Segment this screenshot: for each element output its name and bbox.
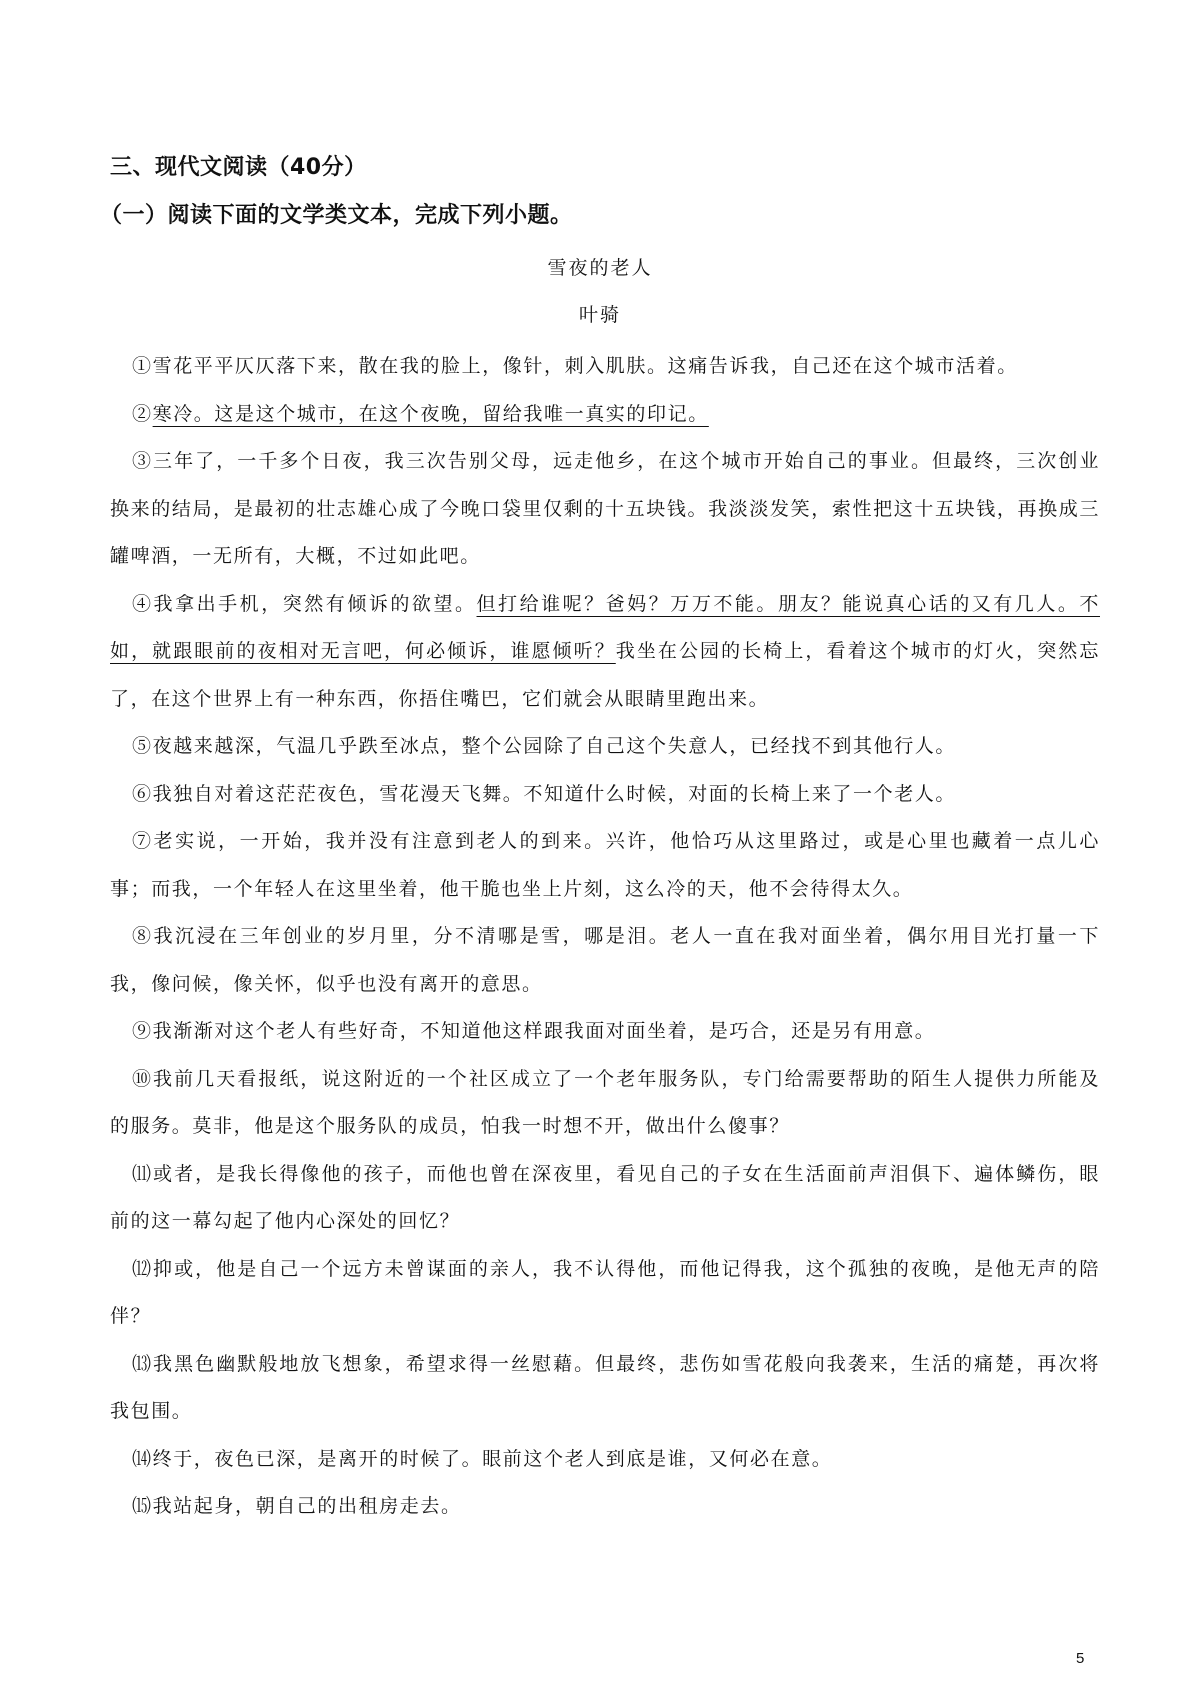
paragraph-4: [110, 581, 1100, 724]
paragraph-7: ⑦老实说，一开始，我并没有注意到老人的到来。兴许，他恰巧从这里路过，或是心里也藏着一点儿心事；而我，一个年轻人在这里坐着，他干脆也坐上片刻，这么冷的天，他不会待得太久。: [110, 830, 1100, 900]
paragraph-2-underlined-text: 寒冷。这是这个城市，在这个夜晚，留给我唯一真实的印记。: [152, 402, 709, 425]
page-number: 5: [1076, 1650, 1085, 1667]
paragraph-4-rest: 我坐在公园的长椅上，看着这个城市的灯火，突然忘了，在这个世界上有一种东西，你捂住嘴巴，它们就会从眼睛里跑出来。: [110, 640, 1100, 710]
paragraph-3: ③三年了，一千多个日夜，我三次告别父母，远走他乡，在这个城市开始自己的事业。但最终，三次创业换来的结局，是最初的壮志雄心成了今晚口袋里仅剩的十五块钱。我淡淡发笑，索性把这十五块钱，再换成三罐啤酒，一无所有，大概，不过如此吧。: [110, 450, 1100, 567]
article-title: 雪夜的老人: [547, 257, 653, 279]
paragraph-2: [110, 391, 1100, 439]
paragraph-13: ⒀我黑色幽默般地放飞想象，希望求得一丝慰藉。但最终，悲伤如雪花般向我袭来，生活的痛楚，再次将我包围。: [110, 1352, 1100, 1422]
paragraph-9: ⑨我渐渐对这个老人有些好奇，不知道他这样跟我面对面坐着，是巧合，还是另有用意。: [132, 1020, 936, 1042]
paragraph-10: ⑩我前几天看报纸，说这附近的一个社区成立了一个老年服务队，专门给需要帮助的陌生人提供力所能及的服务。莫非，他是这个服务队的成员，怕我一时想不开，做出什么傻事？: [110, 1067, 1100, 1137]
paragraph-6: ⑥我独自对着这茫茫夜色，雪花漫天飞舞。不知道什么时候，对面的长椅上来了一个老人。: [132, 782, 957, 805]
article-body: [110, 343, 1100, 1531]
section-title: 三、现代文阅读（40分）: [110, 155, 367, 180]
paragraph-1: ①雪花平平仄仄落下来，散在我的脸上，像针，刺入肌肤。这痛告诉我，自己还在这个城市活着。: [132, 355, 1018, 377]
paragraph-2-number: ②: [132, 402, 153, 425]
paragraph-14: ⒁终于，夜色已深，是离开的时候了。眼前这个老人到底是谁，又何必在意。: [132, 1447, 833, 1470]
paragraph-5: ⑤夜越来越深，气温几乎跌至冰点，整个公园除了自己这个失意人，已经找不到其他行人。: [132, 735, 957, 757]
paragraph-11: ⑾或者，是我长得像他的孩子，而他也曾在深夜里，看见自己的子女在生活面前声泪俱下、遍体鳞伤，眼前的这一幕勾起了他内心深处的回忆？: [110, 1162, 1100, 1232]
paragraph-8: ⑧我沉浸在三年创业的岁月里，分不清哪是雪，哪是泪。老人一直在我对面坐着，偶尔用目光打量一下我，像问候，像关怀，似乎也没有离开的意思。: [110, 925, 1100, 995]
section-subtitle: （一）阅读下面的文学类文本，完成下列小题。: [100, 203, 573, 228]
article-author: 叶骑: [578, 304, 621, 326]
paragraph-12: ⑿抑或，他是自己一个远方未曾谋面的亲人，我不认得他，而他记得我，这个孤独的夜晚，是他无声的陪伴？: [110, 1257, 1100, 1327]
paragraph-4-underlined-text: 但打给谁呢？爸妈？万万不能。朋友？能说真心话的又有几人。不如，就跟眼前的夜相对无言吧，何必倾诉，谁愿倾听？: [110, 592, 1100, 662]
paragraph-4-lead: ④我拿出手机，突然有倾诉的欲望。: [132, 592, 477, 615]
paragraph-15: ⒂我站起身，朝自己的出租房走去。: [132, 1495, 462, 1517]
